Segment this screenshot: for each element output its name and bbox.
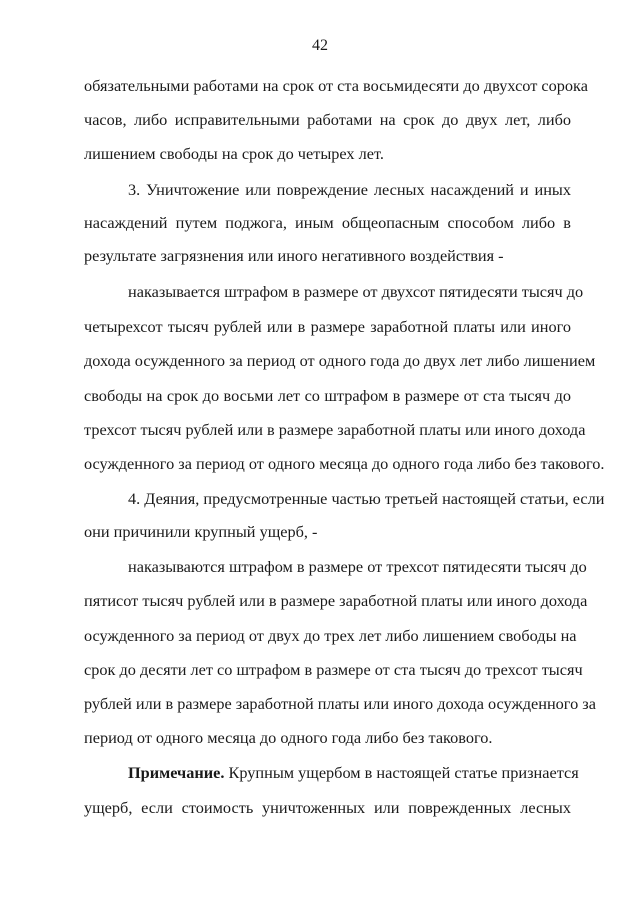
penalty-4-line-3: осужденного за период от двух до трех лет либо лишением свободы на — [84, 626, 577, 645]
clause-4-line-2: они причинили крупный ущерб, - — [84, 522, 318, 541]
clause-3-line-1: 3. Уничтожение или повреждение лесных насаждений и иных — [128, 180, 571, 199]
text-line-2: часов, либо исправительными работами на срок до двух лет, либо — [84, 110, 571, 129]
clause-3-line-2: насаждений путем поджога, иным общеопасным способом либо в — [84, 213, 571, 232]
clause-4-line-1: 4. Деяния, предусмотренные частью третьей настоящей статьи, если — [128, 489, 605, 508]
note-text: Крупным ущербом в настоящей статье признается — [224, 763, 579, 782]
penalty-3-line-5: трехсот тысяч рублей или в размере заработной платы или иного дохода — [84, 420, 586, 439]
penalty-4-line-5: рублей или в размере заработной платы или иного дохода осужденного за — [84, 694, 596, 713]
penalty-4-line-2: пятисот тысяч рублей или в размере заработной платы или иного дохода — [84, 591, 588, 610]
penalty-3-line-1: наказывается штрафом в размере от двухсот пятидесяти тысяч до — [128, 282, 584, 301]
penalty-4-line-6: период от одного месяца до одного года либо без такового. — [84, 728, 493, 747]
clause-3-line-3: результате загрязнения или иного негативного воздействия - — [84, 246, 504, 265]
penalty-3-line-2: четырехсот тысяч рублей или в размере заработной платы или иного — [84, 317, 571, 336]
note-line-1 — [128, 763, 579, 783]
penalty-4-line-4: срок до десяти лет со штрафом в размере от ста тысяч до трехсот тысяч — [84, 660, 583, 679]
text-line-1: обязательными работами на срок от ста восьмидесяти до двухсот сорока — [84, 76, 588, 95]
penalty-3-line-3: дохода осужденного за период от одного года до двух лет либо лишением — [84, 351, 596, 370]
penalty-3-line-6: осужденного за период от одного месяца до одного года либо без такового. — [84, 454, 605, 473]
penalty-4-line-1: наказываются штрафом в размере от трехсот пятидесяти тысяч до — [128, 557, 587, 576]
note-label: Примечание. — [128, 763, 225, 782]
page-number: 42 — [312, 37, 328, 54]
text-line-3: лишением свободы на срок до четырех лет. — [84, 144, 384, 163]
penalty-3-line-4: свободы на срок до восьми лет со штрафом в размере от ста тысяч до — [84, 386, 571, 405]
note-line-2: ущерб, если стоимость уничтоженных или поврежденных лесных — [84, 798, 571, 817]
